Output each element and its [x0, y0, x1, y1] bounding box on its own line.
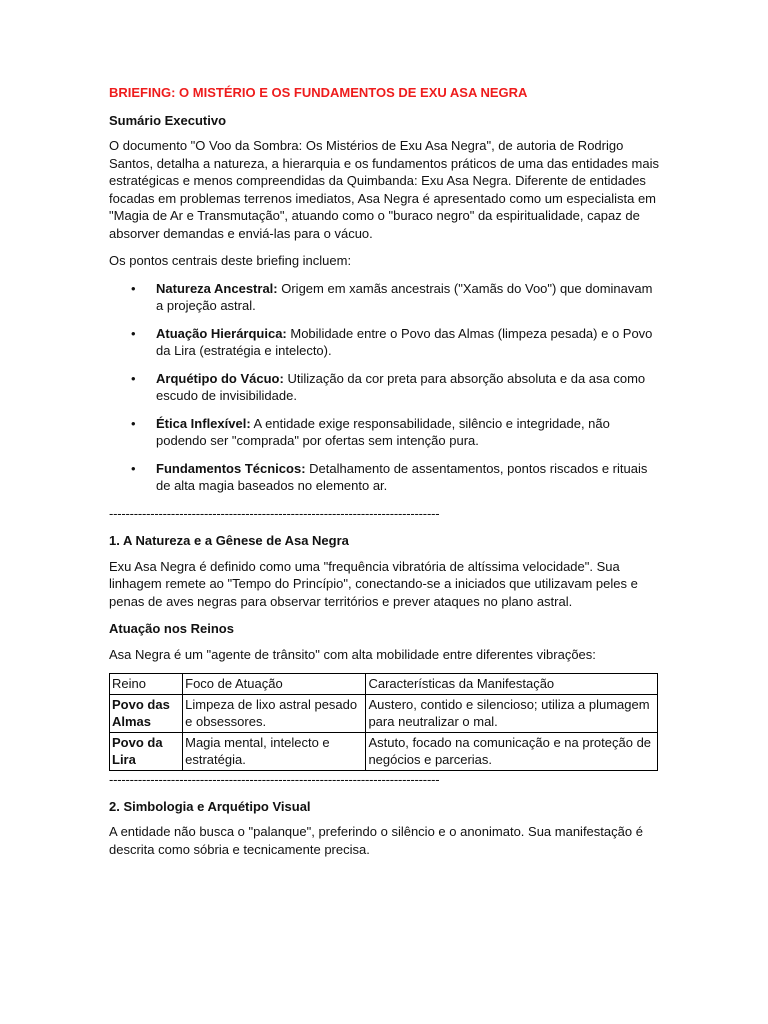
table-header-cell: Reino: [110, 674, 183, 695]
bullet-label: Fundamentos Técnicos:: [156, 460, 306, 476]
bullet-label: Arquétipo do Vácuo:: [156, 370, 284, 386]
section1-heading: 1. A Natureza e a Gênese de Asa Negra: [109, 533, 349, 548]
bullet-text: Utilização da cor preta para absorção absoluta e da asa como escudo de invisibilidade.: [156, 370, 646, 403]
table-header-cell: Foco de Atuação: [183, 674, 366, 695]
section-divider: --------------------------------------------------------------------------------: [109, 505, 440, 521]
bullet-text: Mobilidade entre o Povo das Almas (limpeza pesada) e o Povo da Lira (estratégia e intelecto).: [156, 325, 653, 358]
list-item: [109, 460, 661, 495]
table-header-cell: Características da Manifestação: [366, 674, 658, 695]
section1-paragraph: Exu Asa Negra é definido como uma "frequência vibratória de altíssima velocidade". Sua linhagem remete ao "Tempo do Princípio", conectando-se a iniciados que utilizavam peles e penas de aves negras para observar territórios e prever ataques no plano astral.: [109, 558, 638, 609]
table-cell-reino: Povo da Lira: [112, 734, 163, 767]
section2-heading: 2. Simbologia e Arquétipo Visual: [109, 798, 311, 814]
table-row: [110, 732, 658, 770]
bullet-icon: •: [131, 415, 136, 431]
bullet-label: Natureza Ancestral:: [156, 280, 278, 296]
reinos-table: [109, 673, 658, 771]
table-cell: Astuto, focado na comunicação e na proteção de negócios e parcerias.: [366, 732, 658, 770]
list-item: [109, 325, 661, 360]
table-header-row: [110, 674, 658, 695]
document-title: BRIEFING: O MISTÉRIO E OS FUNDAMENTOS DE EXU ASA NEGRA: [109, 85, 528, 100]
section-divider: --------------------------------------------------------------------------------: [109, 771, 440, 787]
section2-paragraph: A entidade não busca o "palanque", preferindo o silêncio e o anonimato. Sua manifestação é descrita como sóbria e tecnicamente precisa.: [109, 824, 643, 857]
key-points-list: [109, 280, 661, 495]
bullet-text: Detalhamento de assentamentos, pontos riscados e rituais de alta magia baseados no elemento ar.: [156, 460, 648, 493]
list-item: [109, 280, 661, 315]
reinos-heading: Atuação nos Reinos: [109, 621, 234, 636]
table-cell: Austero, contido e silencioso; utiliza a plumagem para neutralizar o mal.: [366, 694, 658, 732]
bullet-icon: •: [131, 325, 136, 341]
bullet-text: A entidade exige responsabilidade, silêncio e integridade, não podendo ser "comprada" por ofertas sem intenção pura.: [156, 415, 610, 448]
bullet-text: Origem em xamãs ancestrais ("Xamãs do Voo") que dominavam a projeção astral.: [156, 280, 653, 313]
document-body: [109, 84, 661, 868]
table-row: [110, 694, 658, 732]
bullet-label: Atuação Hierárquica:: [156, 325, 287, 341]
bullet-icon: •: [131, 370, 136, 386]
reinos-intro: Asa Negra é um "agente de trânsito" com alta mobilidade entre diferentes vibrações:: [109, 646, 596, 662]
list-item: [109, 415, 661, 450]
table-cell-reino: Povo das Almas: [112, 696, 170, 729]
list-item: [109, 370, 661, 405]
summary-heading: Sumário Executivo: [109, 112, 227, 128]
bullet-icon: •: [131, 280, 136, 296]
bullet-label: Ética Inflexível:: [156, 415, 251, 431]
summary-paragraph: O documento "O Voo da Sombra: Os Mistérios de Exu Asa Negra", de autoria de Rodrigo Santos, detalha a natureza, a hierarquia e os fundamentos práticos de uma das entidades mais estratégicas e menos compreendidas da Quimbanda: Exu Asa Negra. Diferente de entidades focadas em problemas terrenos imediatos, Asa Negra é apresentado como um especialista em "Magia de Ar e Transmutação", atuando como o "buraco negro" da espiritualidade, capaz de absorver demandas e enviá-las para o vácuo.: [109, 138, 659, 241]
points-intro: Os pontos centrais deste briefing incluem:: [109, 253, 352, 268]
table-cell: Magia mental, intelecto e estratégia.: [183, 732, 366, 770]
bullet-icon: •: [131, 460, 136, 476]
table-cell: Limpeza de lixo astral pesado e obsessores.: [183, 694, 366, 732]
